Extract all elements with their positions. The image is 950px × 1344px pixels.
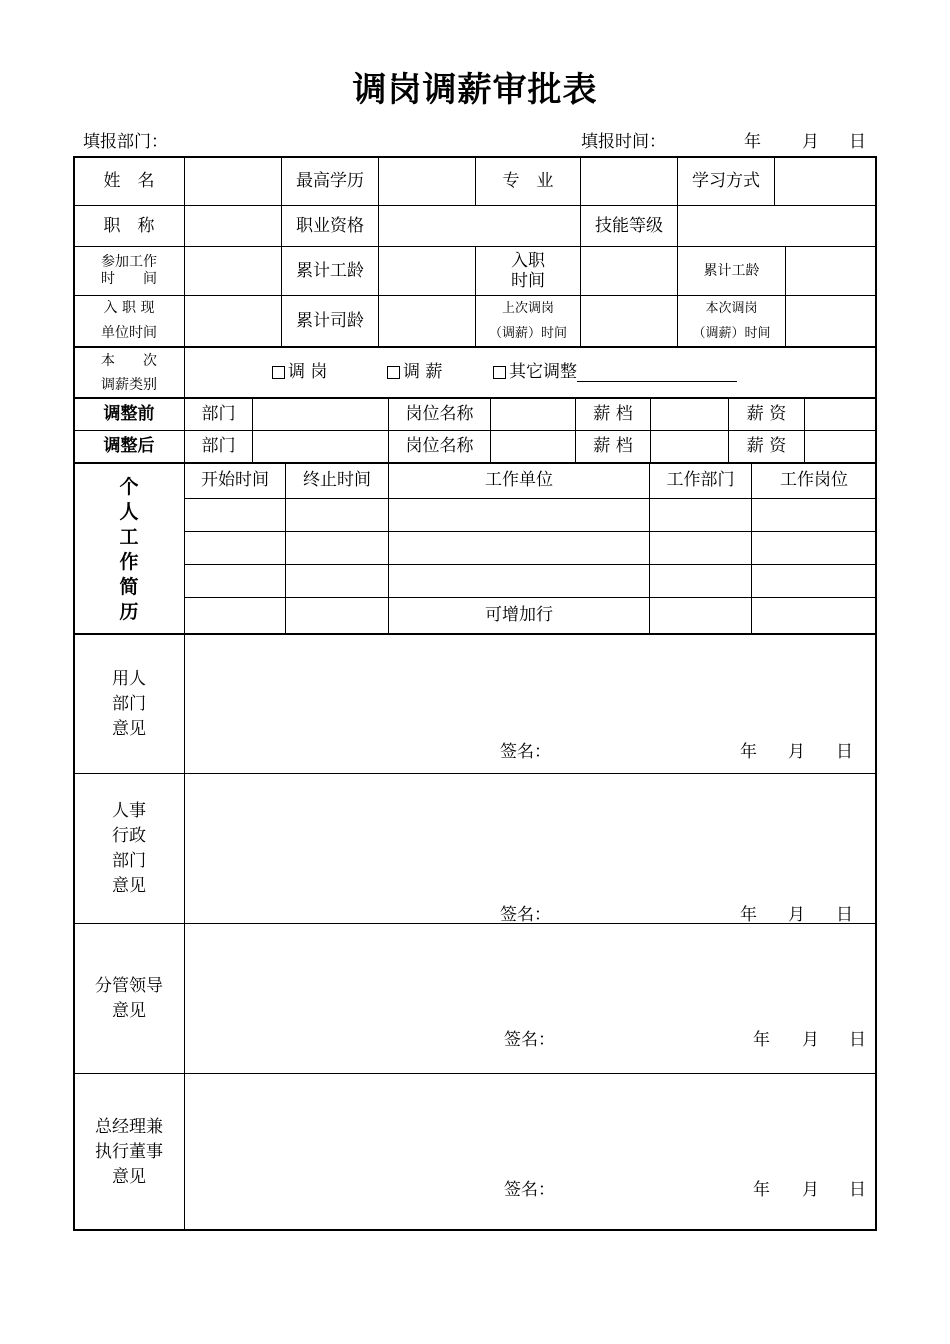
label-before-adjust: 调整前 — [103, 404, 155, 425]
approval-label-supervising-leader — [74, 935, 184, 1063]
column-header-work-dept: 工作部门 — [666, 470, 735, 491]
approval-label-line: 人事 — [112, 801, 146, 821]
label-last-adjust — [476, 296, 580, 346]
dept-before-field[interactable] — [253, 399, 388, 430]
label-entry-line2: 时间 — [511, 271, 545, 291]
sign-day: 日 — [849, 1030, 866, 1050]
option-other-adjust[interactable] — [493, 348, 763, 397]
company-years-field[interactable] — [379, 296, 475, 346]
label-category-line2: 调薪类别 — [101, 376, 157, 393]
approval-label-line: 意见 — [112, 718, 146, 739]
label-category-line1: 本 次 — [101, 352, 157, 369]
education-field[interactable] — [379, 157, 475, 205]
approval-label-line: 意见 — [112, 876, 146, 896]
post-before-field[interactable] — [491, 399, 575, 430]
label-major: 专 业 — [502, 170, 554, 191]
resume-label-char: 人 — [119, 500, 139, 523]
option-other-adjust-label: 其它调整 — [509, 362, 577, 383]
label-this-adjust-line1: 本次调岗 — [705, 301, 758, 316]
label-dept-after: 部门 — [201, 436, 236, 457]
label-total-work-years: 累计工龄 — [296, 260, 364, 281]
label-grade-after: 薪 档 — [593, 436, 633, 457]
approval-label-general-manager — [74, 1075, 184, 1230]
grade-before-field[interactable] — [651, 399, 728, 430]
approval-label-employing-dept — [74, 635, 184, 773]
label-post-after: 岗位名称 — [405, 436, 474, 457]
sign-year: 年 — [753, 1180, 770, 1200]
label-company-years: 累计司龄 — [296, 310, 364, 331]
study-mode-field[interactable] — [775, 157, 876, 205]
label-entry-current-line1: 入 职 现 — [103, 300, 155, 316]
sign-day: 日 — [849, 1180, 866, 1200]
checkbox-icon[interactable] — [493, 366, 506, 379]
label-after-adjust: 调整后 — [103, 436, 155, 457]
label-this-adjust — [678, 296, 785, 346]
column-header-end-time: 终止时间 — [303, 470, 371, 491]
total-work-years-field[interactable] — [379, 247, 475, 295]
row-divider — [74, 1073, 876, 1074]
post-after-field[interactable] — [491, 431, 575, 462]
approval-label-line: 用人 — [112, 668, 146, 689]
entry-current-field[interactable] — [185, 296, 281, 346]
label-join-work — [74, 247, 184, 295]
skill-level-field[interactable] — [678, 206, 876, 246]
label-this-adjust-line2: （调薪）时间 — [692, 326, 771, 341]
label-entry-current-line2: 单位时间 — [101, 325, 157, 341]
column-header-work-post: 工作岗位 — [780, 470, 848, 491]
row-divider — [185, 498, 876, 499]
label-grade-before: 薪 档 — [593, 404, 633, 425]
label-salary-after: 薪 资 — [746, 436, 787, 457]
approval-label-line: 部门 — [112, 693, 146, 714]
option-adjust-post-label: 调 岗 — [288, 362, 328, 383]
dept-after-field[interactable] — [253, 431, 388, 462]
sign-month: 月 — [802, 1180, 819, 1200]
sign-year: 年 — [753, 1030, 770, 1050]
name-field[interactable] — [185, 157, 281, 205]
label-total-work-years-2: 累计工龄 — [703, 262, 760, 279]
approval-label-line: 意见 — [112, 1167, 146, 1187]
row-divider — [74, 773, 876, 774]
label-salary-before: 薪 资 — [746, 404, 787, 425]
salary-before-field[interactable] — [805, 399, 876, 430]
resume-label-char: 工 — [119, 525, 139, 548]
approval-label-hr-dept — [74, 775, 184, 923]
option-adjust-salary[interactable] — [387, 348, 487, 397]
fill-department-label: 填报部门： — [83, 132, 168, 152]
grade-after-field[interactable] — [651, 431, 728, 462]
signature-label: 签名： — [504, 1180, 555, 1200]
sign-day: 日 — [836, 905, 853, 925]
this-adjust-field[interactable] — [786, 296, 876, 346]
last-adjust-field[interactable] — [581, 296, 677, 346]
header-day: 日 — [849, 132, 866, 152]
label-title: 职 称 — [103, 215, 155, 236]
label-category — [74, 348, 184, 397]
label-post-before: 岗位名称 — [405, 404, 474, 425]
salary-after-field[interactable] — [805, 431, 876, 462]
major-field[interactable] — [581, 157, 677, 205]
label-join-work-line2: 时 间 — [101, 271, 157, 287]
approval-label-line: 执行董事 — [95, 1142, 163, 1162]
column-header-start-time: 开始时间 — [201, 470, 269, 491]
sign-day: 日 — [836, 742, 853, 762]
signature-label: 签名： — [500, 905, 551, 925]
row-divider — [74, 633, 876, 635]
qualification-field[interactable] — [379, 206, 580, 246]
label-education: 最高学历 — [296, 170, 364, 191]
column-header-work-unit: 工作单位 — [485, 470, 553, 491]
checkbox-icon[interactable] — [387, 366, 400, 379]
label-study-mode: 学习方式 — [692, 170, 760, 191]
approval-label-line: 意见 — [112, 1001, 146, 1021]
resume-section-label — [74, 466, 184, 633]
label-entry-current — [74, 296, 184, 346]
total-work-years-2-field[interactable] — [786, 247, 876, 295]
approval-label-line: 行政 — [112, 826, 146, 846]
approval-label-line: 分管领导 — [95, 976, 163, 996]
label-dept-before: 部门 — [201, 404, 236, 425]
label-join-work-line1: 参加工作 — [101, 254, 157, 271]
add-row-note: 可增加行 — [485, 605, 553, 626]
signature-label: 签名： — [504, 1030, 555, 1050]
resume-label-char: 简 — [119, 575, 139, 598]
other-adjust-input-line[interactable] — [577, 363, 737, 382]
label-qualification: 职业资格 — [296, 215, 364, 236]
fill-time-label: 填报时间： — [581, 132, 666, 152]
sign-month: 月 — [788, 742, 805, 762]
entry-time-field[interactable] — [581, 247, 677, 295]
approval-label-line: 部门 — [112, 851, 146, 871]
sign-month: 月 — [802, 1030, 819, 1050]
header-month: 月 — [802, 132, 819, 152]
label-entry-time — [476, 247, 580, 295]
header-year: 年 — [744, 132, 761, 152]
option-adjust-post[interactable] — [272, 348, 372, 397]
resume-label-char: 历 — [119, 600, 139, 623]
row-divider — [185, 531, 876, 532]
sign-month: 月 — [788, 905, 805, 925]
label-entry-line1: 入职 — [511, 250, 545, 271]
title-field[interactable] — [185, 206, 281, 246]
signature-label: 签名： — [500, 742, 551, 762]
resume-label-char: 个 — [119, 475, 139, 498]
approval-label-line: 总经理兼 — [95, 1117, 163, 1137]
label-skill-level: 技能等级 — [595, 215, 663, 236]
page-title: 调岗调薪审批表 — [352, 70, 598, 110]
option-adjust-salary-label: 调 薪 — [403, 362, 443, 383]
label-name: 姓 名 — [103, 170, 155, 191]
join-work-field[interactable] — [185, 247, 281, 295]
sign-year: 年 — [740, 905, 757, 925]
sign-year: 年 — [740, 742, 757, 762]
row-divider — [185, 564, 876, 565]
label-last-adjust-line2: （调薪）时间 — [488, 326, 567, 341]
checkbox-icon[interactable] — [272, 366, 285, 379]
label-last-adjust-line1: 上次调岗 — [501, 301, 554, 316]
resume-label-char: 作 — [119, 550, 139, 573]
